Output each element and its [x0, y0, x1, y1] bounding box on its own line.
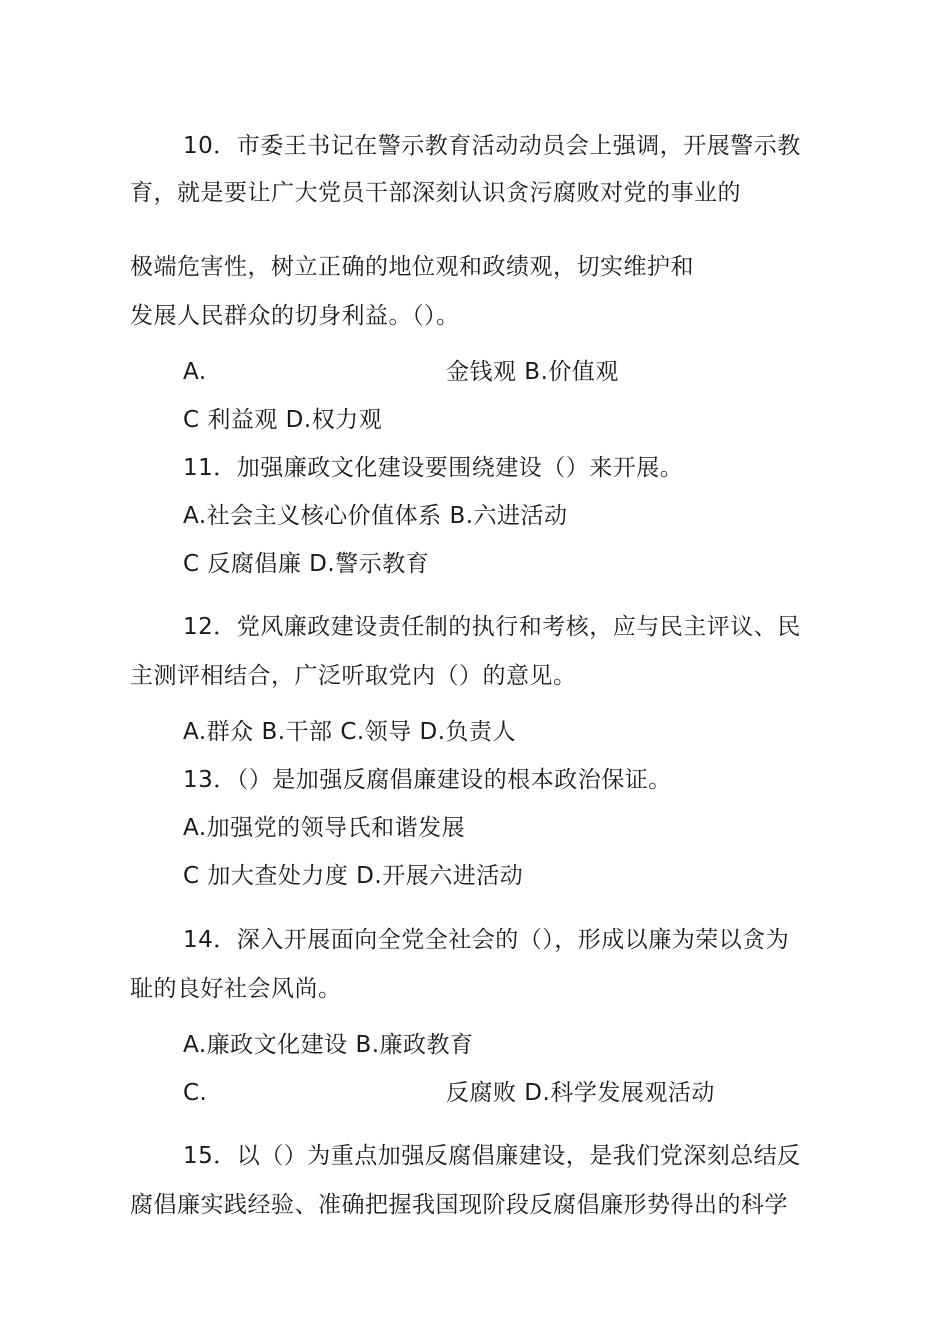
- q11-line-1: 11．加强廉政文化建设要围绕建设（）来开展。: [183, 455, 684, 481]
- q10-option-c-d: C 利益观 D.权力观: [183, 407, 383, 433]
- q12-options: A.群众 B.干部 C.领导 D.负责人: [183, 719, 517, 745]
- q13-option-a-b: A.加强党的领导氏和谐发展: [183, 815, 466, 841]
- q11-option-a-b: A.社会主义核心价值体系 B.六进活动: [183, 503, 568, 529]
- q10-line-3: 极端危害性，树立正确的地位观和政绩观，切实维护和: [130, 254, 694, 280]
- q13-line-1: 13．（）是加强反腐倡廉建设的根本政治保证。: [183, 767, 672, 793]
- q11-option-c-d: C 反腐倡廉 D.警示教育: [183, 551, 430, 577]
- q10-option-a-b: 金钱观 B.价值观: [446, 359, 619, 385]
- q14-option-c-d: 反腐败 D.科学发展观活动: [446, 1080, 715, 1106]
- q10-line-4: 发展人民群众的切身利益。（）。: [130, 303, 460, 329]
- q14-line-2: 耻的良好社会风尚。: [130, 976, 342, 1002]
- q14-option-c-label: C.: [183, 1080, 208, 1106]
- q13-option-c-d: C 加大查处力度 D.开展六进活动: [183, 863, 524, 889]
- q14-option-a-b: A.廉政文化建设 B.廉政教育: [183, 1032, 474, 1058]
- q14-line-1: 14．深入开展面向全党全社会的（），形成以廉为荣以贪为: [183, 927, 790, 953]
- q10-line-2: 育，就是要让广大党员干部深刻认识贪污腐败对党的事业的: [130, 180, 741, 206]
- q15-line-1: 15．以（）为重点加强反腐倡廉建设，是我们党深刻总结反: [183, 1143, 801, 1169]
- q12-line-2: 主测评相结合，广泛听取党内（）的意见。: [130, 663, 577, 689]
- q12-line-1: 12．党风廉政建设责任制的执行和考核，应与民主评议、民: [183, 614, 801, 640]
- q10-line-1: 10．市委王书记在警示教育活动动员会上强调，开展警示教: [183, 133, 801, 159]
- q15-line-2: 腐倡廉实践经验、准确把握我国现阶段反腐倡廉形势得出的科学: [130, 1192, 788, 1218]
- q10-option-a-label: A.: [183, 359, 207, 385]
